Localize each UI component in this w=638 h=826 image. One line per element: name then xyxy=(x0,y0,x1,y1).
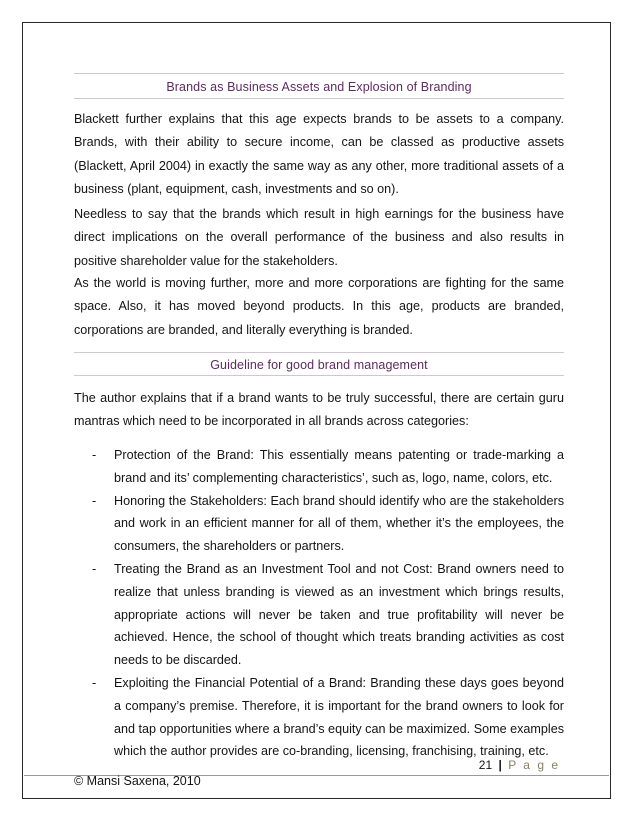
section2-top-rule xyxy=(74,352,564,353)
section2-intro: The author explains that if a brand wants to be truly successful, there are certain guru mantras which need to be incorporated in all brands across categories: xyxy=(74,391,564,429)
copyright-notice: © Mansi Saxena, 2010 xyxy=(74,774,201,788)
page-number: 21 xyxy=(478,758,493,772)
list-item xyxy=(74,444,564,490)
list-item xyxy=(74,672,564,763)
paragraph-1: Blackett further explains that this age expects brands to be assets to a company. Brands, with their ability to secure income, can be classed as productive assets (Blackett, April 2004) in exactly the same way as any other, more traditional assets of a business (plant, equipment, cash, investments and so on). xyxy=(74,112,564,197)
list-item xyxy=(74,558,564,672)
page-footer-number xyxy=(479,758,560,772)
section1-top-rule xyxy=(74,73,564,74)
list-item xyxy=(74,490,564,558)
bullet-marker: - xyxy=(92,675,97,690)
section1-heading: Brands as Business Assets and Explosion of Branding xyxy=(166,80,472,94)
list-item-text: Honoring the Stakeholders: Each brand should identify who are the stakeholders and work in an efficient manner for all of them, whether it’s the employees, the consumers, the shareholders or partners. xyxy=(114,493,564,554)
list-item-text: Protection of the Brand: This essentially means patenting or trade-marking a brand and its’ complementing characteristics’, such as, logo, name, colors, etc. xyxy=(114,448,564,485)
paragraph-3: As the world is moving further, more and more corporations are fighting for the same space. Also, it has moved beyond products. In this age, products are branded, corporations are branded, and literally everything is branded. xyxy=(74,276,564,337)
bullet-marker: - xyxy=(92,448,97,462)
section2-bottom-rule xyxy=(74,375,564,376)
list-item-text: Exploiting the Financial Potential of a Brand: Branding these days goes beyond a company’s premise. Therefore, it is important for the brand owners to look for and tap opportunities where a brand’s equity can be maximized. Some examples which the author provides are co-branding, licensing, franchising, training, etc. xyxy=(114,675,564,759)
section1-bottom-rule xyxy=(74,98,564,99)
guideline-list xyxy=(74,444,564,763)
bullet-marker: - xyxy=(92,493,97,508)
paragraph-2: Needless to say that the brands which result in high earnings for the business have direct implications on the overall performance of the business and also results in positive shareholder value for the stakeholders. xyxy=(74,207,564,268)
page-label: P a g e xyxy=(508,758,560,772)
page-separator: | xyxy=(498,758,502,772)
bullet-marker: - xyxy=(92,561,97,576)
list-item-text: Treating the Brand as an Investment Tool and not Cost: Brand owners need to realize that unless branding is viewed as an investment which brings results, appropriate actions will never be taken and true profitability will never be achieved. Hence, the school of thought which treats branding activities as cost needs to be discarded. xyxy=(114,561,564,668)
section2-heading: Guideline for good brand management xyxy=(210,358,428,372)
